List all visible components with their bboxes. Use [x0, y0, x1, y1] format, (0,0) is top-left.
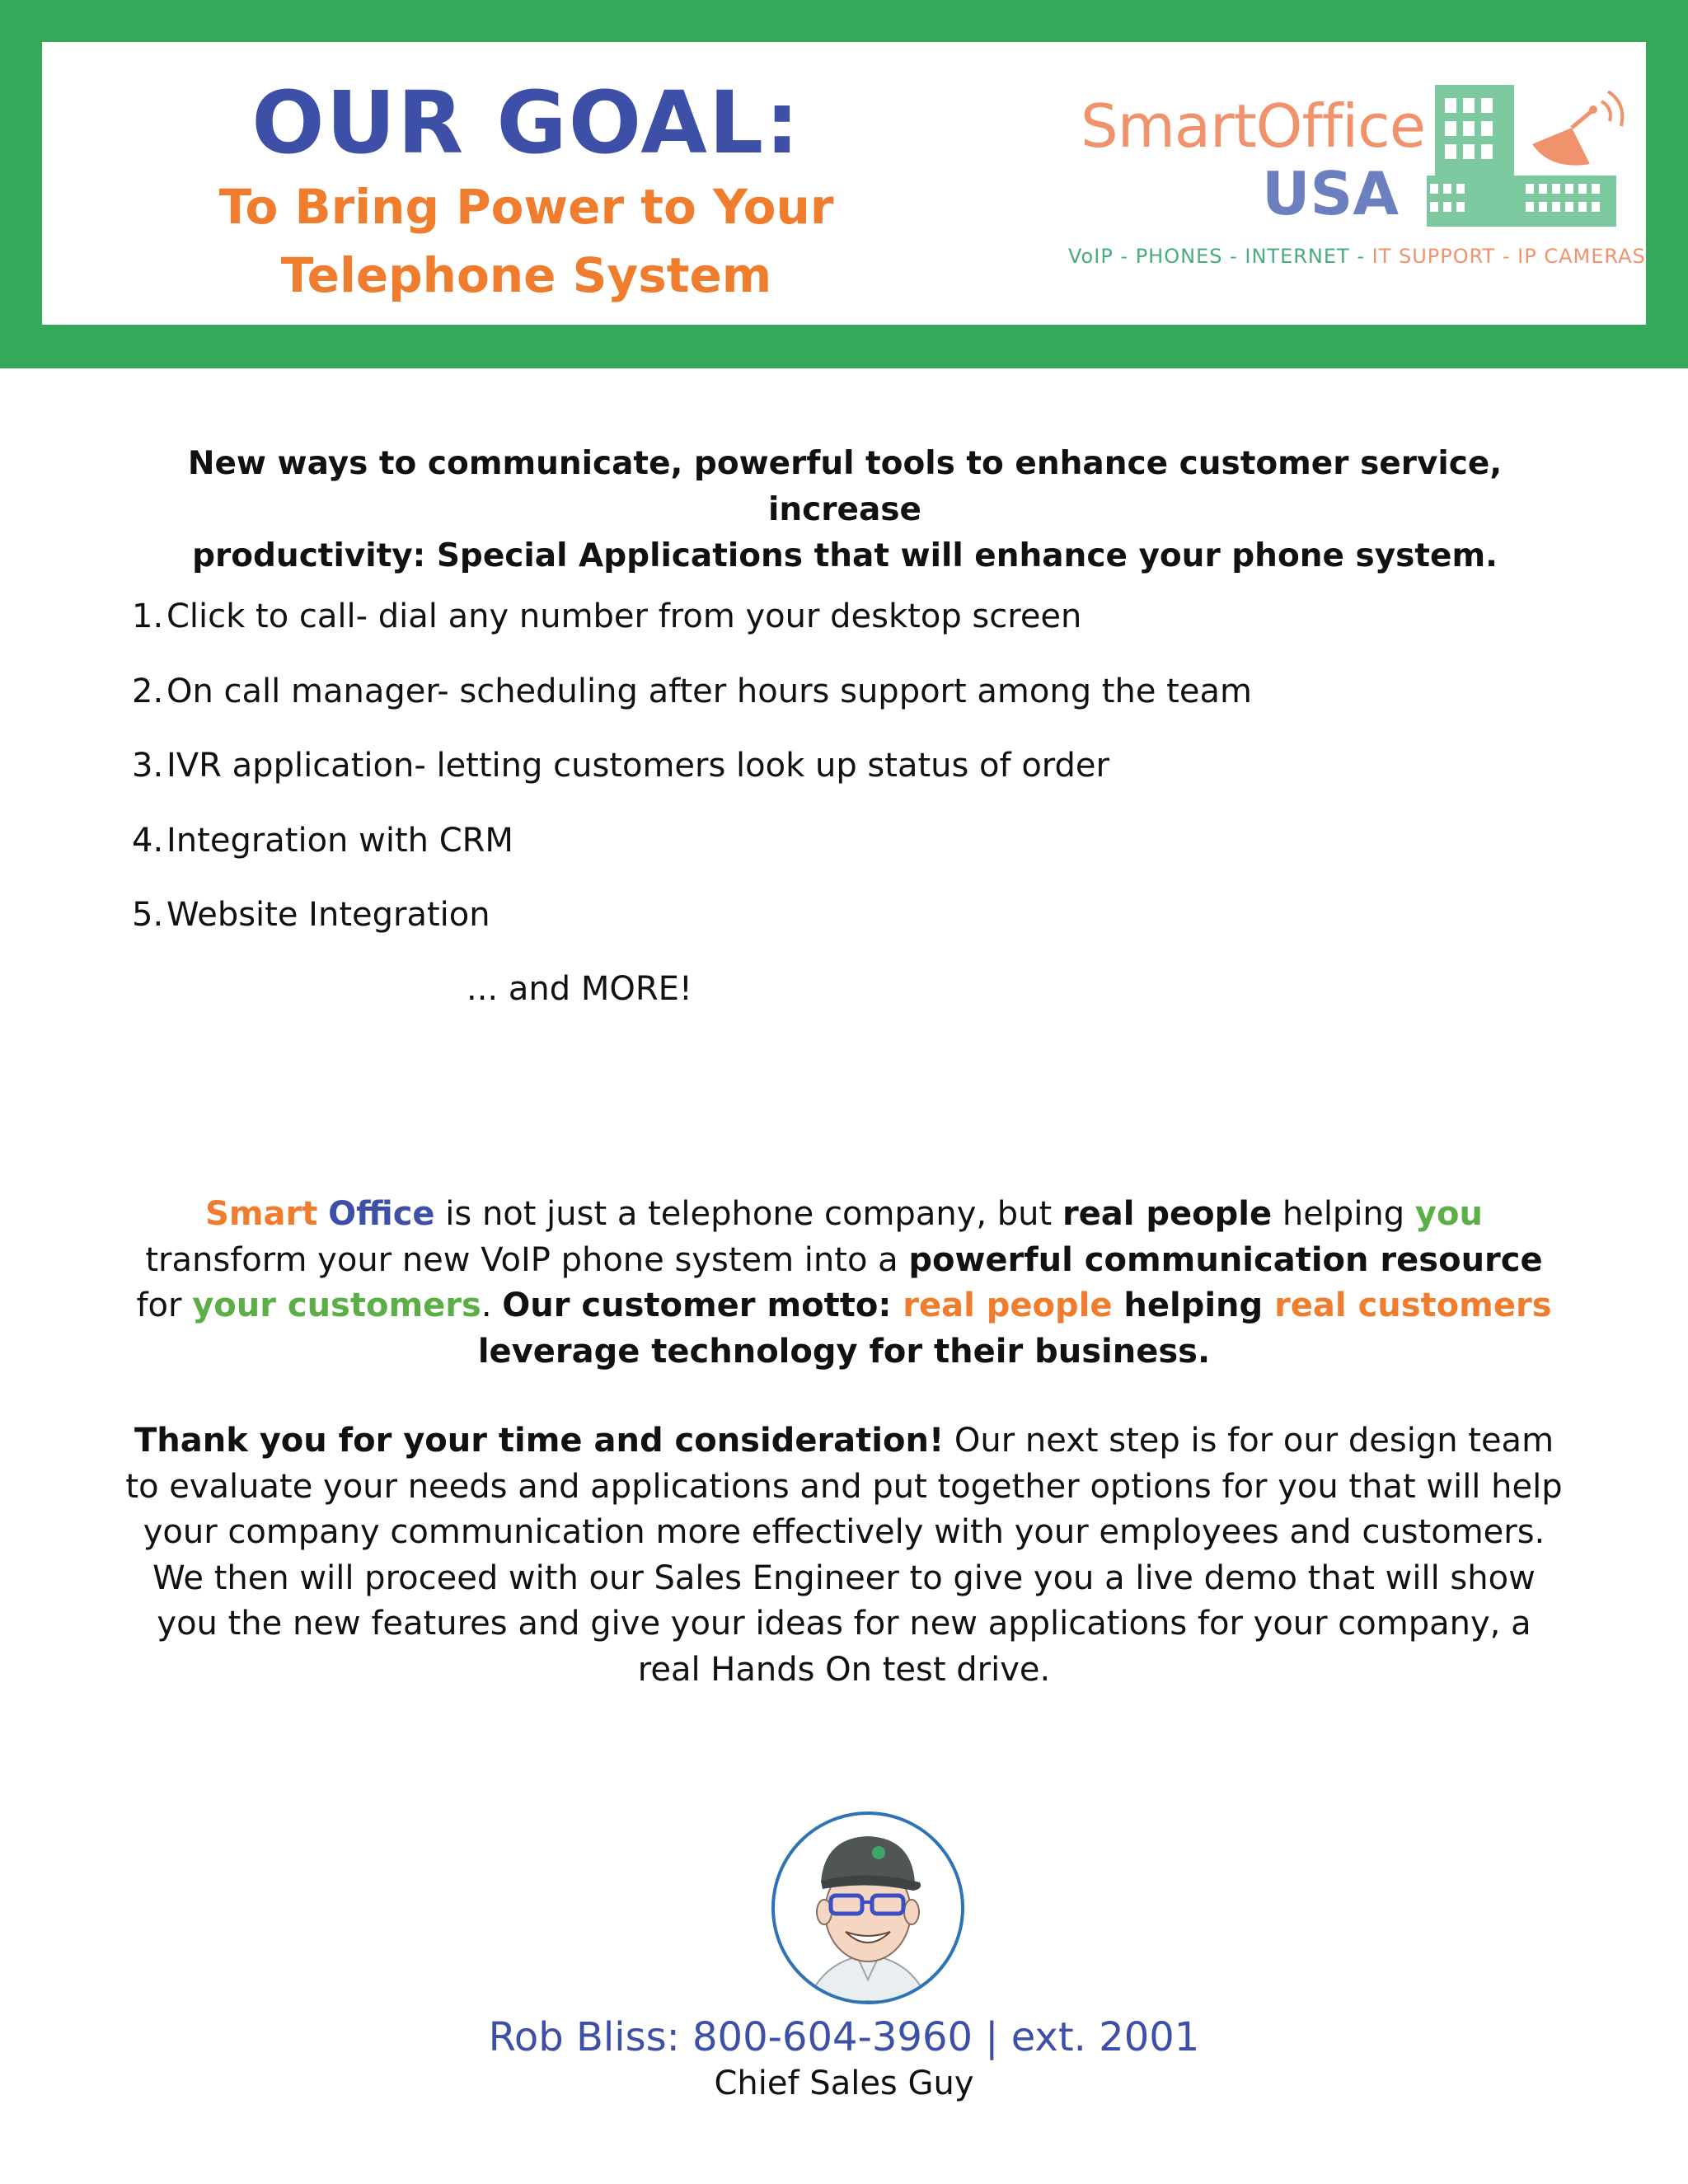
list-item-text: IVR application- letting customers look up status of order	[166, 747, 1109, 785]
pitch-text: is not just a telephone company, but	[434, 1195, 1062, 1233]
thank-you-heading: Thank you for your time and consideration!	[134, 1422, 945, 1460]
list-item	[132, 741, 1252, 816]
goal-subtitle-line1: To Bring Power to Your	[218, 179, 834, 235]
list-item-number: 3.	[132, 747, 164, 785]
motto-label: Our customer motto:	[502, 1286, 903, 1324]
list-item-text: On call manager- scheduling after hours support among the team	[166, 672, 1252, 710]
pitch-text: helping	[1272, 1195, 1415, 1233]
list-item	[132, 667, 1252, 742]
list-item-text: Click to call- dial any number from your desktop screen	[166, 598, 1082, 635]
list-item-number: 4.	[132, 821, 164, 860]
brand-smart: Smart	[205, 1195, 318, 1233]
list-item-number: 5.	[132, 896, 164, 934]
list-item	[132, 816, 1252, 891]
list-item-text: Website Integration	[166, 896, 490, 934]
motto-end: leverage technology for their business.	[477, 1332, 1211, 1371]
motto-helping: helping	[1112, 1286, 1275, 1324]
and-more-text: ... and MORE!	[467, 970, 692, 1008]
logo-name-smartoffice: SmartOffice	[1081, 91, 1426, 161]
list-item-text: Integration with CRM	[166, 821, 513, 860]
pitch-text: transform your new VoIP phone system into a	[145, 1240, 909, 1279]
next-steps-paragraph	[124, 1418, 1564, 1693]
motto-real-people: real people	[903, 1286, 1113, 1324]
emphasis-your-customers: your customers	[192, 1286, 481, 1324]
building-satellite-icon	[1427, 78, 1633, 243]
header-banner	[0, 0, 1688, 368]
smartoffice-usa-logo	[1015, 42, 1646, 325]
contact-line: Rob Bliss: 800-604-3960 | ext. 2001	[488, 2014, 1200, 2060]
logo-tagline-part2: IT SUPPORT - IP CAMERAS	[1372, 245, 1646, 268]
avatar	[771, 1811, 964, 2004]
list-item-number: 1.	[132, 598, 164, 635]
cartoon-portrait-icon	[775, 1815, 961, 2001]
emphasis-resource: powerful communication resource	[908, 1240, 1543, 1279]
motto-real-customers: real customers	[1274, 1286, 1552, 1324]
logo-name-usa: USA	[1262, 159, 1400, 228]
intro-line2: productivity: Special Applications that will enhance your phone system.	[192, 537, 1498, 574]
job-title: Chief Sales Guy	[714, 2064, 974, 2102]
company-pitch-paragraph	[124, 1192, 1564, 1375]
logo-tagline	[1068, 245, 1646, 268]
list-item	[132, 592, 1252, 667]
emphasis-you: you	[1414, 1195, 1483, 1233]
pitch-text: for	[136, 1286, 193, 1324]
logo-tagline-part1: VoIP - PHONES - INTERNET -	[1068, 245, 1372, 268]
emphasis-real-people: real people	[1062, 1195, 1273, 1233]
intro-line1: New ways to communicate, powerful tools to enhance customer service, increase	[187, 445, 1503, 528]
brand-office: Office	[328, 1195, 435, 1233]
list-item-number: 2.	[132, 672, 164, 710]
goal-subtitle-line2: Telephone System	[280, 247, 772, 303]
pitch-text: .	[481, 1286, 503, 1324]
list-item	[132, 890, 1252, 965]
header-panel	[42, 42, 1646, 325]
next-steps-text: Our next step is for our design team to evaluate your needs and applications and put together options for you that will help your company communication more effectively with your employees and customers. We then will proceed with our Sales Engineer to give you a live demo that will show you the new features and give your ideas for new applications for your company, a real Hands On test drive.	[125, 1422, 1563, 1689]
intro-paragraph	[148, 441, 1541, 579]
applications-list	[132, 592, 1252, 965]
goal-title: OUR GOAL:	[251, 73, 801, 173]
